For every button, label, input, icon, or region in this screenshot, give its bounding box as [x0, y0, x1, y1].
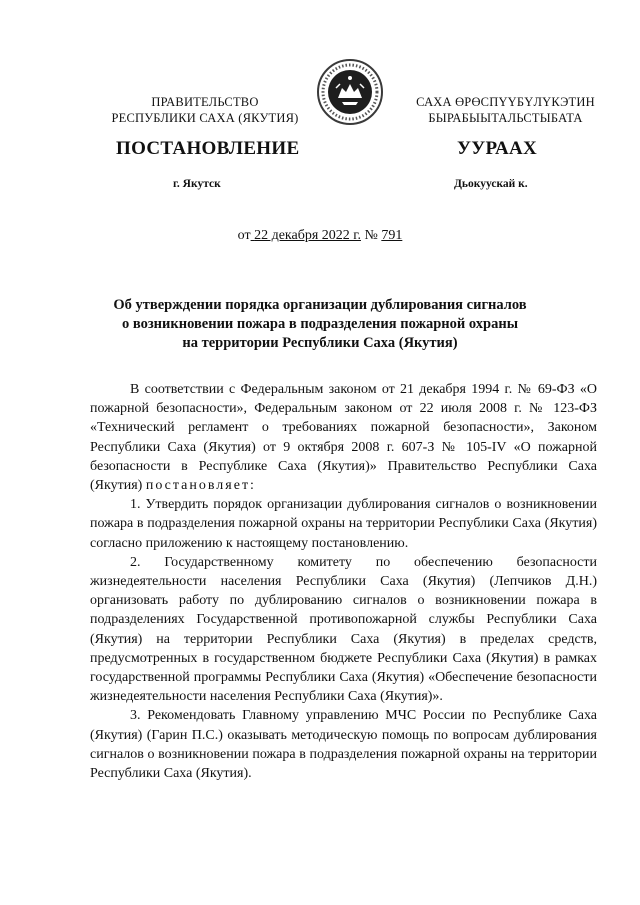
decree-date-number	[0, 228, 640, 244]
title-line2: о возникновении пожара в подразделения пожарной охраны	[121, 316, 519, 332]
coat-of-arms-icon	[316, 58, 384, 126]
clause-1: 1. Утвердить порядок организации дублирования сигналов о возникновении пожара в подразделения пожарной охраны на территории Республики Саха (Якутия) согласно приложению к настоящему постановлению.	[90, 497, 597, 551]
doc-type-ru: ПОСТАНОВЛЕНИЕ	[116, 138, 300, 159]
title-line3: на территории Республики Саха (Якутия)	[182, 335, 458, 351]
doc-type-sakha: УУРААХ	[457, 138, 538, 159]
title-line1: Об утверждении порядка организации дублирования сигналов	[113, 297, 527, 313]
decree-date: 22 декабря 2022 г.	[254, 228, 361, 243]
issuer-sakha-line2: БЫРАБЫЫТАЛЬСТЫБАТА	[428, 111, 583, 125]
issuer-ru-line1: ПРАВИТЕЛЬСТВО	[151, 95, 259, 109]
city-sakha: Дьокуускай к.	[454, 178, 528, 190]
document-title	[80, 296, 560, 353]
number-label: №	[364, 228, 378, 243]
preamble-paragraph: В соответствии с Федеральным законом от 21 декабря 1994 г. № 69-ФЗ «О пожарной безопасности», Федеральным законом от 22 июля 2008 г. № 123-ФЗ «Технический регламент о требованиях пожарной безопасности», Законом Республики Саха (Якутия) от 9 октября 2008 г. 607-З № 105-IV «О пожарной безопасности в Республике Саха (Якутия)» Правительство Республики Саха (Якутия) постановляет:	[90, 382, 597, 494]
document-body	[90, 380, 597, 783]
clause-2: 2. Государственному комитету по обеспечению безопасности жизнедеятельности населения Республики Саха (Якутия) (Лепчиков Д.Н.) организовать работу по дублированию сигналов о возникновении пожара в подразделениях Государственной противопожарной службы Республики Саха (Якутия) на территории Республики Саха (Якутия) в пределах средств, предусмотренных в государственном бюджете Республики Саха (Якутия) в рамках государственной программы Республики Саха (Якутия) «Обеспечение безопасности жизнедеятельности населения Республики Саха (Якутия)».	[90, 554, 597, 705]
city-ru: г. Якутск	[173, 178, 221, 190]
header-issuer-sakha	[398, 94, 613, 126]
header-issuer-ru	[100, 94, 310, 126]
issuer-ru-line2: РЕСПУБЛИКИ САХА (ЯКУТИЯ)	[111, 111, 299, 125]
issuer-sakha-line1: САХА ӨРӨСПҮҮБҮЛҮКЭТИН	[416, 95, 595, 109]
clause-3: 3. Рекомендовать Главному управлению МЧС России по Республике Саха (Якутия) (Гарин П.С.) оказывать методическую помощь по вопросам дублирования сигналов о возникновении пожара в подразделения пожарной охраны на территории Республики Саха (Якутия).	[90, 708, 597, 782]
decree-number: 791	[381, 228, 403, 243]
decree-word: постановляет:	[145, 478, 256, 494]
date-prefix: от	[237, 228, 251, 243]
